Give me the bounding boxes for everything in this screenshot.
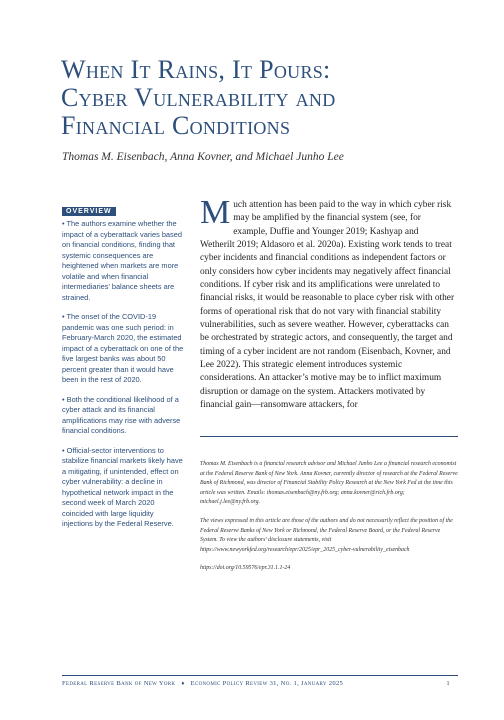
title-line-3: Financial Conditions — [61, 111, 291, 140]
author-list: Thomas M. Eisenbach, Anna Kovner, and Michael Junho Lee — [62, 151, 344, 163]
title-line-1: When It Rains, It Pours: — [61, 55, 331, 84]
disclaimer-note: The views expressed in this article are those of the authors and do not necessarily reflect the position of the Federal Reserve Banks of New York or Richmond, the Federal Reserve Board, or the Federal Reserve System. To view the authors’ disclosure statements, visit https://www.newyorkfed.org/research/epr/2025/epr_2025_cyber-vulnerability_eisenbach — [200, 517, 453, 553]
body-paragraph — [200, 194, 455, 413]
author-notes — [200, 460, 458, 583]
doi-link[interactable]: https://doi.org/10.59576/epr.31.1.1-24 — [200, 565, 291, 572]
author-affiliation-note: Thomas M. Eisenbach is a financial research advisor and Michael Junho Lee a financial research economist at the Federal Reserve Bank of New York. Anna Kovner, currently director of research at the Federal Reserve Bank of Richmond, was director of Financial Stability Policy Research at the New York Fed at the time this article was written. Emails: thomas.eisenbach@ny.frb.org; anna.kovner@rich.frb.org; michael.j.lee@ny.frb.org. — [200, 461, 458, 506]
overview-bullet: • Both the conditional likelihood of a cyber attack and its financial amplifications may rise with adverse financial conditions. — [62, 394, 181, 435]
page-footer — [62, 680, 458, 687]
notes-divider — [200, 436, 458, 437]
footer-separator: ♦ — [181, 681, 185, 687]
drop-cap: M — [200, 194, 231, 231]
overview-bullet: • The onset of the COVID-19 pandemic was one such period: in February-March 2020, the estimated impact of a cyberattack on one of the five largest banks was about 50 percent greater than it would have been in the rest of 2020. — [62, 312, 184, 384]
overview-sidebar — [62, 200, 186, 539]
main-body-text — [200, 194, 455, 413]
title-line-2: Cyber Vulnerability and — [61, 83, 336, 112]
footer-publisher: Federal Reserve Bank of New York — [62, 680, 176, 687]
overview-bullet: • Official-sector interventions to stabilize financial markets likely have a mitigating, if unintended, effect on cyber vulnerability: a decline in hypothetical network impact in the second week of March 2020 coincided with large liquidity injections by the Federal Reserve. — [62, 445, 183, 528]
footer-journal: Economic Policy Review 31, No. 1, January 2025 — [190, 680, 344, 687]
page-number: 1 — [446, 680, 450, 687]
article-title — [61, 56, 461, 140]
body-text: uch attention has been paid to the way in which cyber risk may be amplified by the financial system (see, for example, Duffie and Younger 2019; Kashyap and Wetherilt 2019; Aldasoro et al. 2020a). Existing work tends to treat cyber incidents and financial conditions as independent factors or only considers how cyber incidents may negatively affect financial conditions. If cyber risk and its amplifications were unrelated to financial risks, it would be reasonable to place cyber risk with other forms of operational risk that do not vary with financial stability vulnerabilities, such as severe weather. However, cyberattacks can be orchestrated by strategic actors, and consequently, the target and timing of a cyber incident are not random (Eisenbach, Kovner, and Lee 2022). This strategic element introduces systemic considerations. An attacker’s motive may be to inflict maximum disruption or damage on the system. Attackers motivated by financial gain—ransomware attackers, for — [200, 200, 455, 411]
overview-heading: OVERVIEW — [62, 207, 116, 216]
footer-divider — [62, 675, 458, 676]
overview-bullet: • The authors examine whether the impact of a cyberattack varies based on financial conditions, finding that systemic consequences are heightened when markets are more volatile and when financial intermediaries’ balance sheets are strained. — [62, 219, 182, 302]
